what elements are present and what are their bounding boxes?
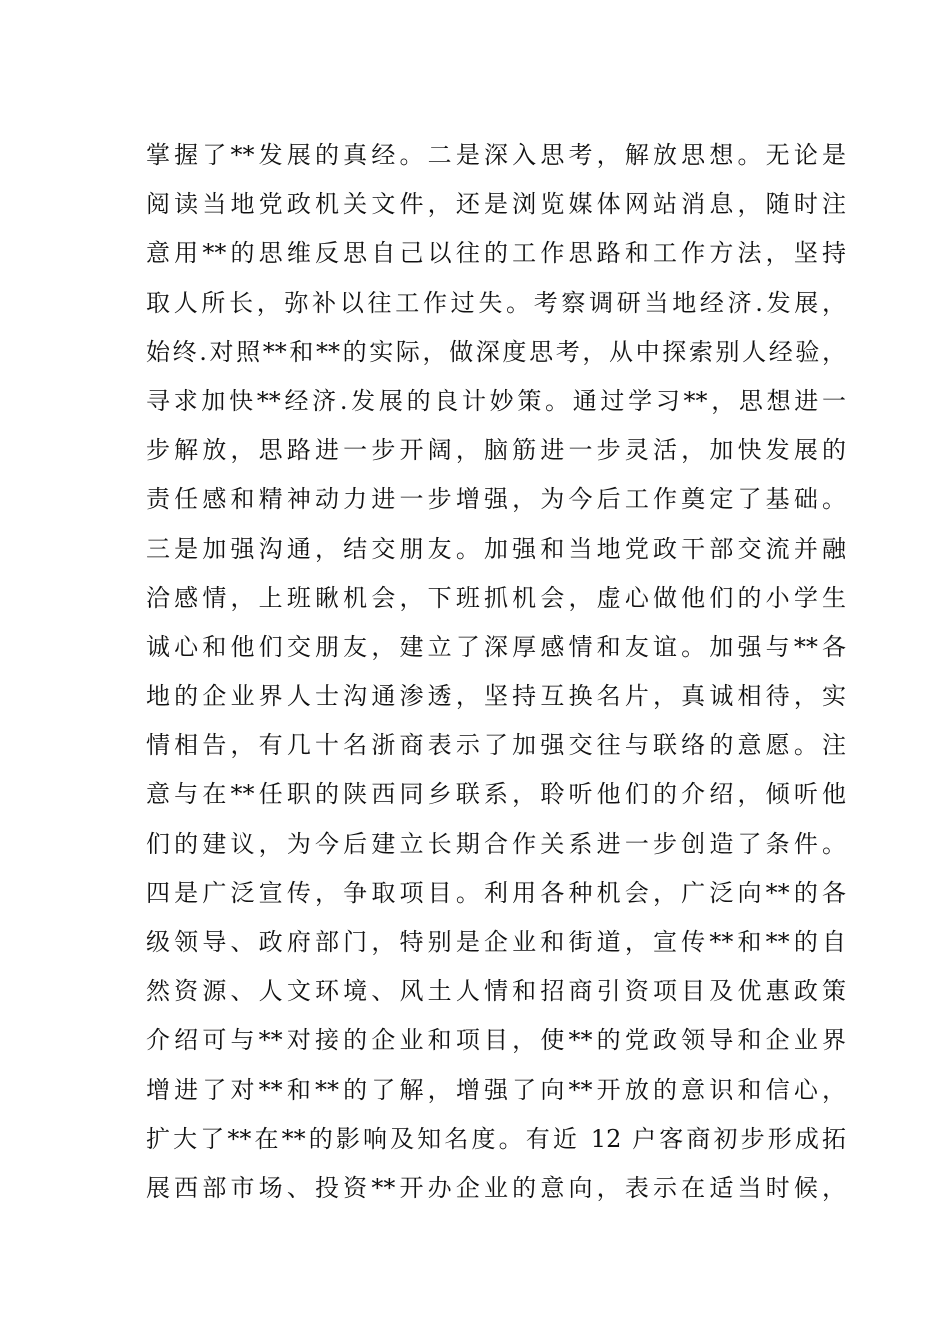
text-line: 地的企业界人士沟通渗透，坚持互换名片，真诚相待，实 bbox=[146, 682, 846, 711]
text-line: 意与在**任职的陕西同乡联系，聆听他们的介绍，倾听他 bbox=[146, 780, 846, 809]
body-paragraph bbox=[146, 131, 846, 1213]
text-line: 然资源、人文环境、风土人情和招商引资项目及优惠政策 bbox=[146, 977, 846, 1006]
text-line: 扩大了**在**的影响及知名度。有近 12 户客商初步形成拓 bbox=[146, 1124, 846, 1153]
text-line: 寻求加快**经济.发展的良计妙策。通过学习**，思想进一 bbox=[146, 386, 846, 415]
text-line: 们的建议，为今后建立长期合作关系进一步创造了条件。 bbox=[146, 829, 846, 858]
text-line: 取人所长，弥补以往工作过失。考察调研当地经济.发展， bbox=[146, 288, 846, 317]
text-line: 增进了对**和**的了解，增强了向**开放的意识和信心， bbox=[146, 1075, 846, 1104]
text-line: 展西部市场、投资**开办企业的意向，表示在适当时候， bbox=[146, 1173, 846, 1202]
text-line: 责任感和精神动力进一步增强，为今后工作奠定了基础。 bbox=[146, 485, 846, 514]
text-line: 洽感情，上班瞅机会，下班抓机会，虚心做他们的小学生 bbox=[146, 583, 846, 612]
text-line: 诚心和他们交朋友，建立了深厚感情和友谊。加强与**各 bbox=[146, 632, 846, 661]
text-line: 意用**的思维反思自己以往的工作思路和工作方法，坚持 bbox=[146, 239, 846, 268]
text-line: 三是加强沟通，结交朋友。加强和当地党政干部交流并融 bbox=[146, 534, 846, 563]
text-line: 阅读当地党政机关文件，还是浏览媒体网站消息，随时注 bbox=[146, 190, 846, 219]
text-line: 介绍可与**对接的企业和项目，使**的党政领导和企业界 bbox=[146, 1026, 846, 1055]
text-line: 四是广泛宣传，争取项目。利用各种机会，广泛向**的各 bbox=[146, 878, 846, 907]
text-line: 始终.对照**和**的实际，做深度思考，从中探索别人经验， bbox=[146, 337, 846, 366]
text-line: 情相告，有几十名浙商表示了加强交往与联络的意愿。注 bbox=[146, 731, 846, 760]
text-line: 掌握了**发展的真经。二是深入思考，解放思想。无论是 bbox=[146, 141, 846, 169]
text-line: 步解放，思路进一步开阔，脑筋进一步灵活，加快发展的 bbox=[146, 436, 846, 465]
text-line: 级领导、政府部门，特别是企业和街道，宣传**和**的自 bbox=[146, 928, 846, 956]
